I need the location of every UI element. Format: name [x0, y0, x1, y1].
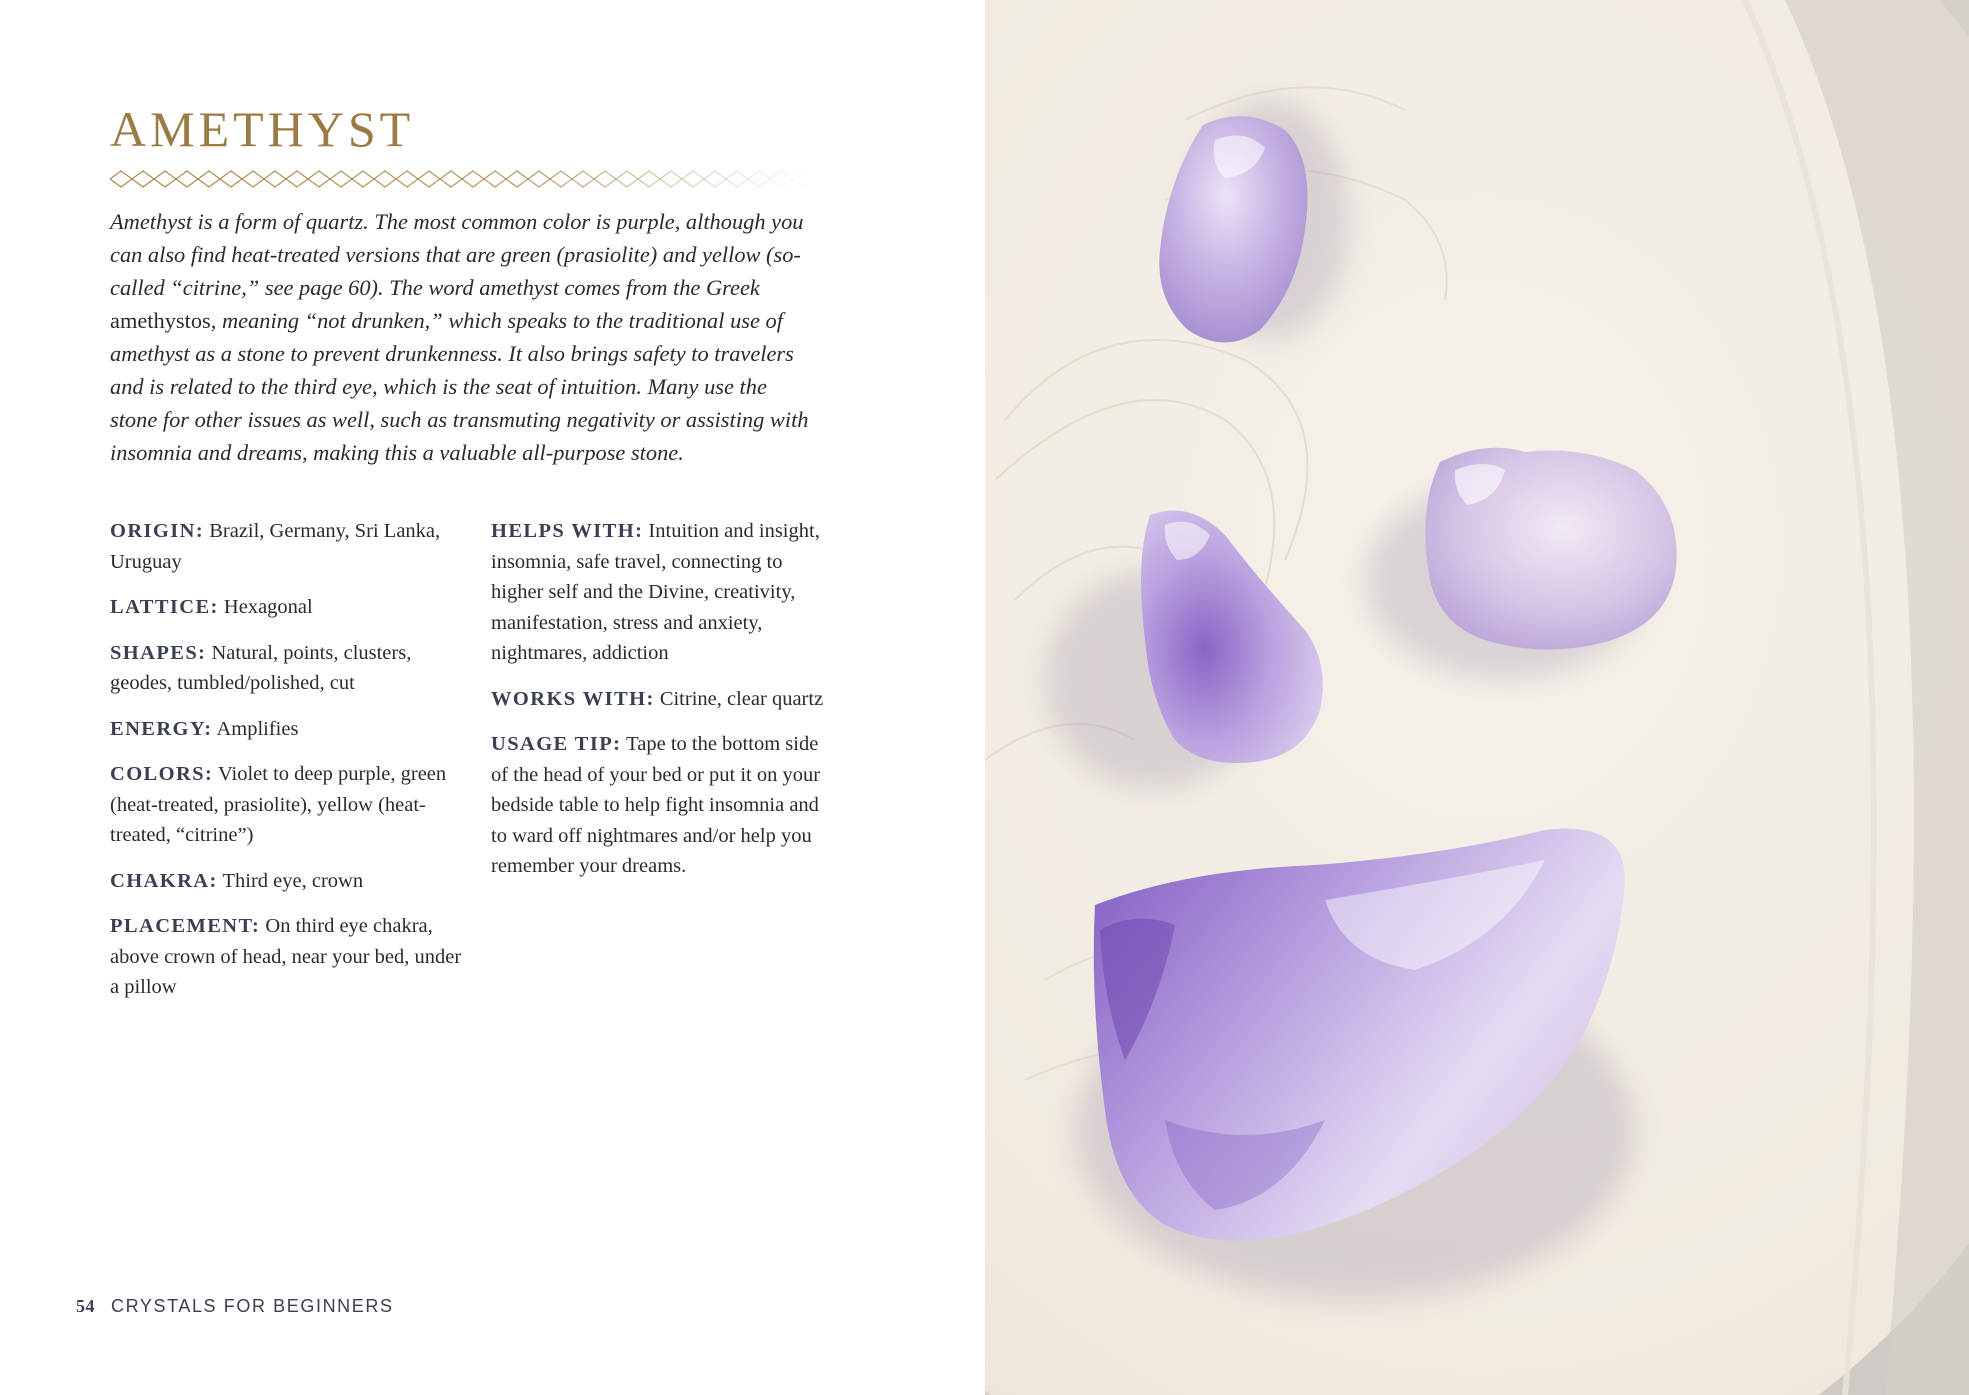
- fact-label: HELPS WITH:: [491, 520, 644, 542]
- fact-usage-tip: [491, 729, 831, 882]
- fact-value: On third eye chakra, above crown of head, near your bed, under a pillow: [110, 915, 462, 998]
- fact-label: PLACEMENT:: [110, 915, 261, 937]
- fact-placement: [110, 911, 470, 1003]
- page-number: 54: [76, 1296, 95, 1316]
- fact-value: Brazil, Germany, Sri Lanka, Uruguay: [110, 520, 441, 573]
- fact-label: ORIGIN:: [110, 520, 205, 542]
- fact-value: Tape to the bottom side of the head of your bed or put it on your bedside table to help fight insomnia and to ward off nightmares and/or help you remember your dreams.: [491, 733, 821, 877]
- fact-origin: [110, 516, 470, 577]
- intro-text-2: , meaning “not drunken,” which speaks to the traditional use of amethyst as a stone to prevent drunkenness. It also brings safety to travelers and is related to the third eye, which is the seat of intuition. Many use the stone for other issues as well, such as transmuting negativity or assisting with insomnia and dreams, making this a valuable all-purpose stone.: [110, 308, 809, 465]
- fact-label: CHAKRA:: [110, 869, 218, 892]
- running-title: CRYSTALS FOR BEGINNERS: [111, 1296, 394, 1316]
- intro-paragraph: [110, 205, 810, 469]
- fact-value: Third eye, crown: [222, 869, 364, 892]
- fact-value: Natural, points, clusters, geodes, tumbled/polished, cut: [110, 641, 412, 694]
- fact-label: COLORS:: [110, 763, 214, 785]
- photo-page: [985, 0, 1969, 1395]
- intro-term-amethystos: amethystos: [110, 308, 211, 333]
- fact-helps-with: [491, 516, 831, 669]
- fact-colors: [110, 759, 470, 851]
- intro-text-1: Amethyst is a form of quartz. The most common color is purple, although you can also find heat-treated versions that are green (prasiolite) and yellow (so-called “citrine,” see page 60). The word amethyst comes from the Greek: [110, 209, 804, 300]
- fact-value: Hexagonal: [223, 596, 313, 618]
- page-title: AMETHYST: [110, 101, 415, 157]
- facts-column-right: [491, 516, 831, 897]
- fact-label: LATTICE:: [110, 596, 219, 618]
- page-footer: [76, 1296, 394, 1317]
- fact-chakra: [110, 866, 470, 897]
- amethyst-photo: [985, 0, 1969, 1395]
- fact-label: SHAPES:: [110, 641, 207, 664]
- fact-shapes: [110, 638, 470, 699]
- fact-value: Amplifies: [216, 717, 299, 740]
- fact-works-with: [491, 684, 831, 715]
- zigzag-ornament-divider: [110, 166, 820, 192]
- fact-label: ENERGY:: [110, 717, 213, 740]
- fact-value: Intuition and insight, insomnia, safe travel, connecting to higher self and the Divine, creativity, manifestation, stress and anxiety, nightmares, addiction: [491, 520, 820, 664]
- fact-value: Violet to deep purple, green (heat-treated, prasiolite), yellow (heat-treated, “citrine”): [110, 763, 447, 846]
- facts-column-left: [110, 516, 470, 1018]
- fact-energy: [110, 714, 470, 745]
- fact-value: Citrine, clear quartz: [659, 687, 824, 710]
- fact-label: USAGE TIP:: [491, 733, 622, 755]
- fact-label: WORKS WITH:: [491, 687, 655, 710]
- fact-lattice: [110, 592, 470, 623]
